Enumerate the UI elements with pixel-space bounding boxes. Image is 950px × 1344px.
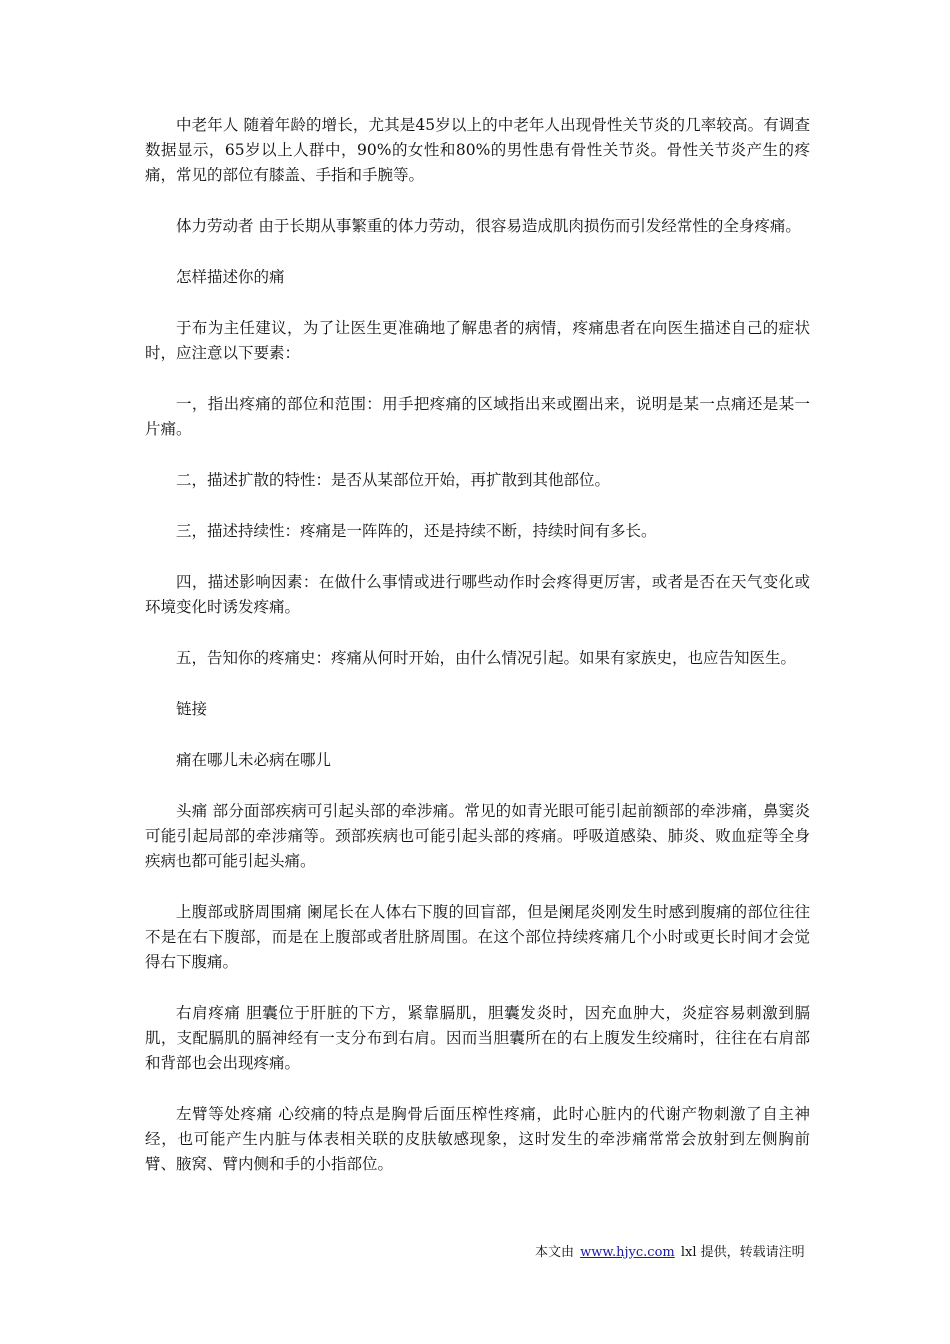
paragraph-headache: 头痛 部分面部疾病可引起头部的牵涉痛。常见的如青光眼可能引起前额部的牵涉痛，鼻窦炎可能引起局部的牵涉痛等。颈部疾病也可能引起头部的疼痛。呼吸道感染、肺炎、败血症等全身疾病也都可能引起头痛。: [145, 802, 810, 870]
paragraph-elderly: 中老年人 随着年龄的增长，尤其是45岁以上的中老年人出现骨性关节炎的几率较高。有调查数据显示，65岁以上人群中，90%的女性和80%的男性患有骨性关节炎。骨性关节炎产生的疼痛，常见的部位有膝盖、手指和手腕等。: [145, 116, 810, 184]
paragraph-point-two: 二，描述扩散的特性：是否从某部位开始，再扩散到其他部位。: [176, 471, 611, 489]
paragraph-point-four: 四，描述影响因素：在做什么事情或进行哪些动作时会疼得更厉害，或者是否在天气变化或环境变化时诱发疼痛。: [145, 573, 810, 616]
paragraph-right-shoulder: 右肩疼痛 胆囊位于肝脏的下方，紧靠膈肌，胆囊发炎时，因充血肿大，炎症容易刺激到膈肌，支配膈肌的膈神经有一支分布到右肩。因而当胆囊所在的右上腹发生绞痛时，往往在右肩部和背部也会出现疼痛。: [145, 1004, 810, 1072]
paragraph-doctor-advice: 于布为主任建议，为了让医生更准确地了解患者的病情，疼痛患者在向医生描述自己的症状时，应注意以下要素：: [145, 319, 810, 362]
footer-credit: [535, 1244, 805, 1262]
paragraph-upper-abdomen: 上腹部或脐周围痛 阑尾长在人体右下腹的回盲部，但是阑尾炎刚发生时感到腹痛的部位往往不是在右下腹部，而是在上腹部或者肚脐周围。在这个部位持续疼痛几个小时或更长时间才会觉得右下腹痛。: [145, 903, 810, 971]
footer-suffix: lxl 提供，转载请注明: [680, 1245, 805, 1260]
section-heading-describe-pain: 怎样描述你的痛: [176, 268, 285, 286]
paragraph-manual-laborers: 体力劳动者 由于长期从事繁重的体力劳动，很容易造成肌肉损伤而引发经常性的全身疼痛。: [176, 217, 801, 235]
paragraph-point-three: 三，描述持续性：疼痛是一阵阵的，还是持续不断，持续时间有多长。: [176, 522, 657, 540]
section-heading-link: 链接: [176, 700, 208, 718]
footer-prefix: 本文由: [535, 1245, 575, 1260]
section-heading-referred-pain: 痛在哪儿未必病在哪儿: [176, 751, 332, 769]
paragraph-point-one: 一，指出疼痛的部位和范围：用手把疼痛的区域指出来或圈出来，说明是某一点痛还是某一片痛。: [145, 395, 810, 438]
paragraph-point-five: 五，告知你的疼痛史：疼痛从何时开始，由什么情况引起。如果有家族史，也应告知医生。: [176, 649, 797, 667]
source-link[interactable]: www.hjyc.com: [580, 1245, 675, 1260]
paragraph-left-arm: 左臂等处疼痛 心绞痛的特点是胸骨后面压榨性疼痛，此时心脏内的代谢产物刺激了自主神经，也可能产生内脏与体表相关联的皮肤敏感现象，这时发生的牵涉痛常常会放射到左侧胸前臂、腋窝、臂内侧和手的小指部位。: [145, 1105, 810, 1173]
article-body: [145, 113, 810, 1203]
